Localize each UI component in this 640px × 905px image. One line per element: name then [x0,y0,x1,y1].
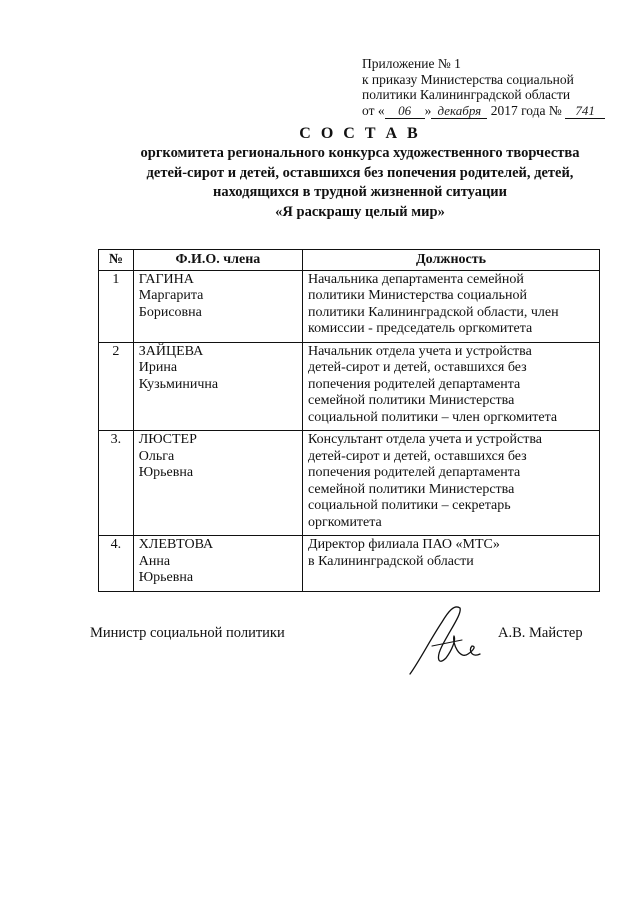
member-first-name: Анна [138,553,171,569]
member-position [303,342,600,431]
annex-line-1: Приложение № 1 [362,56,461,71]
annex-date-line [362,103,622,120]
member-first-name: Маргарита [138,288,204,303]
title-line-4: «Я раскрашу целый мир» [275,203,445,220]
member-name [133,270,302,342]
member-first-name: Ольга [138,448,175,464]
position-line: Начальника департамента семейной [308,271,524,287]
member-position [303,431,600,536]
member-first-name: Ирина [138,360,178,375]
header-num: № [99,250,134,271]
date-mid: » [424,102,432,118]
position-line: комиссии - председатель оргкомитета [308,321,533,336]
header-position: Должность [303,250,600,271]
annex-line-2: к приказу Министерства социальной [362,71,574,87]
row-number: 4. [99,536,134,592]
position-line: детей-сирот и детей, оставшихся без [308,448,527,464]
table-row [99,431,600,536]
position-line: Директор филиала ПАО «МТС» [308,537,500,552]
position-line: оргкомитета [308,514,382,530]
row-number: 2 [99,342,134,431]
position-line: в Калининградской области [308,553,474,569]
title-line-3: находящихся в трудной жизненной ситуации [212,184,508,200]
member-position [303,536,600,592]
member-surname: ХЛЕВТОВА [138,537,214,552]
member-name [133,431,302,536]
position-line: семейной политики Министерства [308,393,515,408]
table-header-row [99,250,600,271]
title-line-2: детей-сирот и детей, оставшихся без попечения родителей, детей, [146,164,574,181]
position-line: семейной политики Министерства [308,481,515,497]
position-line: попечения родителей департамента [308,465,521,480]
handwritten-order-number: 741 [565,103,605,120]
date-prefix: от « [362,102,385,118]
handwritten-month: декабря [431,103,487,120]
member-patronymic: Юрьевна [138,570,194,585]
handwritten-day: 06 [385,103,425,120]
member-name [133,536,302,592]
member-surname: ЛЮСТЕР [138,432,197,447]
member-patronymic: Юрьевна [138,465,194,480]
table-row [99,536,600,592]
member-patronymic: Кузьминична [138,376,219,392]
position-line: Консультант отдела учета и устройства [308,432,543,447]
table-row [99,270,600,342]
row-number: 1 [99,270,134,342]
document-title [60,124,640,222]
header-name: Ф.И.О. члена [133,250,302,271]
member-name [133,342,302,431]
member-patronymic: Борисовна [138,304,202,320]
member-surname: ГАГИНА [138,271,194,287]
signer-name: А.В. Майстер [498,625,583,641]
row-number: 3. [99,431,134,536]
member-surname: ЗАЙЦЕВА [138,343,204,359]
annex-block [362,56,622,119]
title-line-1: оргкомитета регионального конкурса художественного творчества [140,145,580,161]
year-text: 2017 года № [490,102,562,118]
position-line: политики Калининградской области, член [308,304,559,320]
members-table [98,249,600,592]
handwritten-signature [402,600,492,680]
position-line: социальной политики – член оргкомитета [308,409,558,425]
position-line: политики Министерства социальной [308,288,528,303]
position-line: детей-сирот и детей, оставшихся без [308,360,527,375]
minister-title: Министр социальной политики [90,625,285,641]
annex-line-3: политики Калининградской области [362,87,571,102]
position-line: попечения родителей департамента [308,376,521,392]
table-row [99,342,600,431]
member-position [303,270,600,342]
position-line: социальной политики – секретарь [308,498,511,513]
title-main: С О С Т А В [299,125,421,142]
position-line: Начальник отдела учета и устройства [308,343,532,359]
